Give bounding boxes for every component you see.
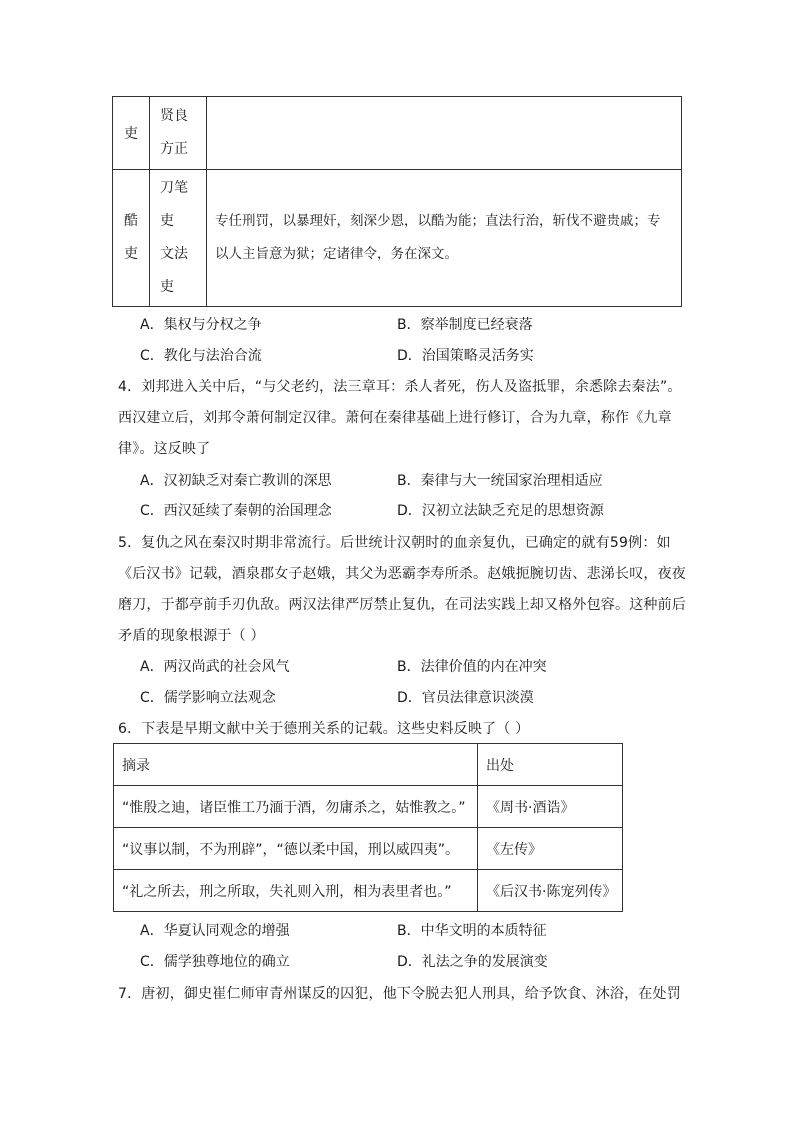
question-4-line: 律》。这反映了 <box>118 441 211 457</box>
cell-text: 吏 <box>160 213 174 229</box>
table-cell <box>207 170 682 307</box>
table-cell <box>150 170 207 307</box>
question-5-line: 磨刀，于都亭前手刃仇敌。两汉法律严厉禁止复仇，在司法实践上却又格外包容。这种前后 <box>118 597 686 613</box>
question-4-line: 西汉建立后，刘邦令萧何制定汉律。萧何在秦律基础上进行修订，合为九章，称作《九章 <box>118 410 672 426</box>
option-b[interactable]: B．秦律与大一统国家治理相适应 <box>397 473 603 489</box>
table-row <box>113 170 682 307</box>
cell-text: 《左传》 <box>486 841 542 858</box>
option-a[interactable]: A．两汉尚武的社会风气 <box>140 659 290 675</box>
table-header-cell <box>478 744 623 786</box>
table-cell <box>207 97 682 170</box>
option-c[interactable]: C．西汉延续了秦朝的治国理念 <box>140 503 332 519</box>
official-types-table <box>112 96 682 307</box>
table-header-cell <box>114 744 478 786</box>
table-cell <box>478 828 623 870</box>
cell-text: 以人主旨意为狱；定诸律令，务在深文。 <box>215 246 458 262</box>
option-d[interactable]: D．治国策略灵活务实 <box>397 348 534 364</box>
cell-text: 方正 <box>160 141 188 157</box>
table-cell <box>478 786 623 828</box>
cell-text: 专任刑罚，以暴理奸，刻深少恩，以酷为能；直法行治，斩伐不避贵戚；专 <box>215 213 661 229</box>
option-d[interactable]: D．官员法律意识淡漠 <box>397 690 534 706</box>
option-c[interactable]: C．儒学独尊地位的确立 <box>140 954 290 970</box>
table-cell <box>150 97 207 170</box>
table-cell <box>113 97 150 170</box>
question-4-line: 4．刘邦进入关中后，“与父老约，法三章耳：杀人者死，伤人及盗抵罪，余悉除去秦法”。 <box>118 379 682 395</box>
table-cell <box>113 170 150 307</box>
cell-text: 《后汉书·陈宠列传》 <box>486 883 617 900</box>
table-cell <box>114 786 478 828</box>
option-c[interactable]: C．教化与法治合流 <box>140 348 262 364</box>
header-text: 摘录 <box>122 757 150 774</box>
cell-text: 《周书·酒诰》 <box>486 799 575 816</box>
table-header-row <box>114 744 623 786</box>
table-row <box>114 786 623 828</box>
option-c[interactable]: C．儒学影响立法观念 <box>140 690 276 706</box>
option-d[interactable]: D．礼法之争的发展演变 <box>397 954 548 970</box>
cell-text: “惟殷之迪，诸臣惟工乃湎于酒，勿庸杀之，姑惟教之。” <box>122 799 466 816</box>
cell-text: 贤良 <box>160 108 188 124</box>
question-5-line: 《后汉书》记载，酒泉郡女子赵娥，其父为恶霸李寿所杀。赵娥扼腕切齿、悲涕长叹，夜夜 <box>118 566 686 582</box>
cell-text: “议事以制，不为刑辟”，“德以柔中国，刑以威四夷”。 <box>122 841 460 858</box>
cell-text: 酷 <box>124 213 138 229</box>
option-b[interactable]: B．察举制度已经衰落 <box>397 317 533 333</box>
option-b[interactable]: B．法律价值的内在冲突 <box>397 659 547 675</box>
table-row <box>113 97 682 170</box>
question-5-line: 5．复仇之风在秦汉时期非常流行。后世统计汉朝时的血亲复仇，已确定的就有59例：如 <box>118 535 671 551</box>
cell-text: 吏 <box>124 246 138 262</box>
cell-text: 文法 <box>160 246 188 262</box>
table-cell <box>478 870 623 912</box>
virtue-punishment-table <box>113 743 623 912</box>
cell-text: 刀笔 <box>160 180 188 196</box>
table-row <box>114 828 623 870</box>
question-6-stem: 6．下表是早期文献中关于德刑关系的记载。这些史料反映了（ ） <box>118 721 530 737</box>
question-7-line: 7．唐初，御史崔仁师审青州谋反的囚犯，他下令脱去犯人刑具，给予饮食、沐浴，在处罚 <box>118 986 681 1002</box>
question-5-line: 矛盾的现象根源于（ ） <box>118 628 265 644</box>
table-cell <box>114 828 478 870</box>
header-text: 出处 <box>486 757 514 774</box>
option-b[interactable]: B．中华文明的本质特征 <box>397 923 547 939</box>
option-a[interactable]: A．华夏认同观念的增强 <box>140 923 290 939</box>
cell-text: 吏 <box>160 279 174 295</box>
option-d[interactable]: D．汉初立法缺乏充足的思想资源 <box>397 503 604 519</box>
cell-text: 吏 <box>124 126 138 142</box>
table-cell <box>114 870 478 912</box>
option-a[interactable]: A．汉初缺乏对秦亡教训的深思 <box>140 473 332 489</box>
table-row <box>114 870 623 912</box>
cell-text: “礼之所去，刑之所取，失礼则入刑，相为表里者也。” <box>122 883 452 900</box>
option-a[interactable]: A．集权与分权之争 <box>140 317 262 333</box>
